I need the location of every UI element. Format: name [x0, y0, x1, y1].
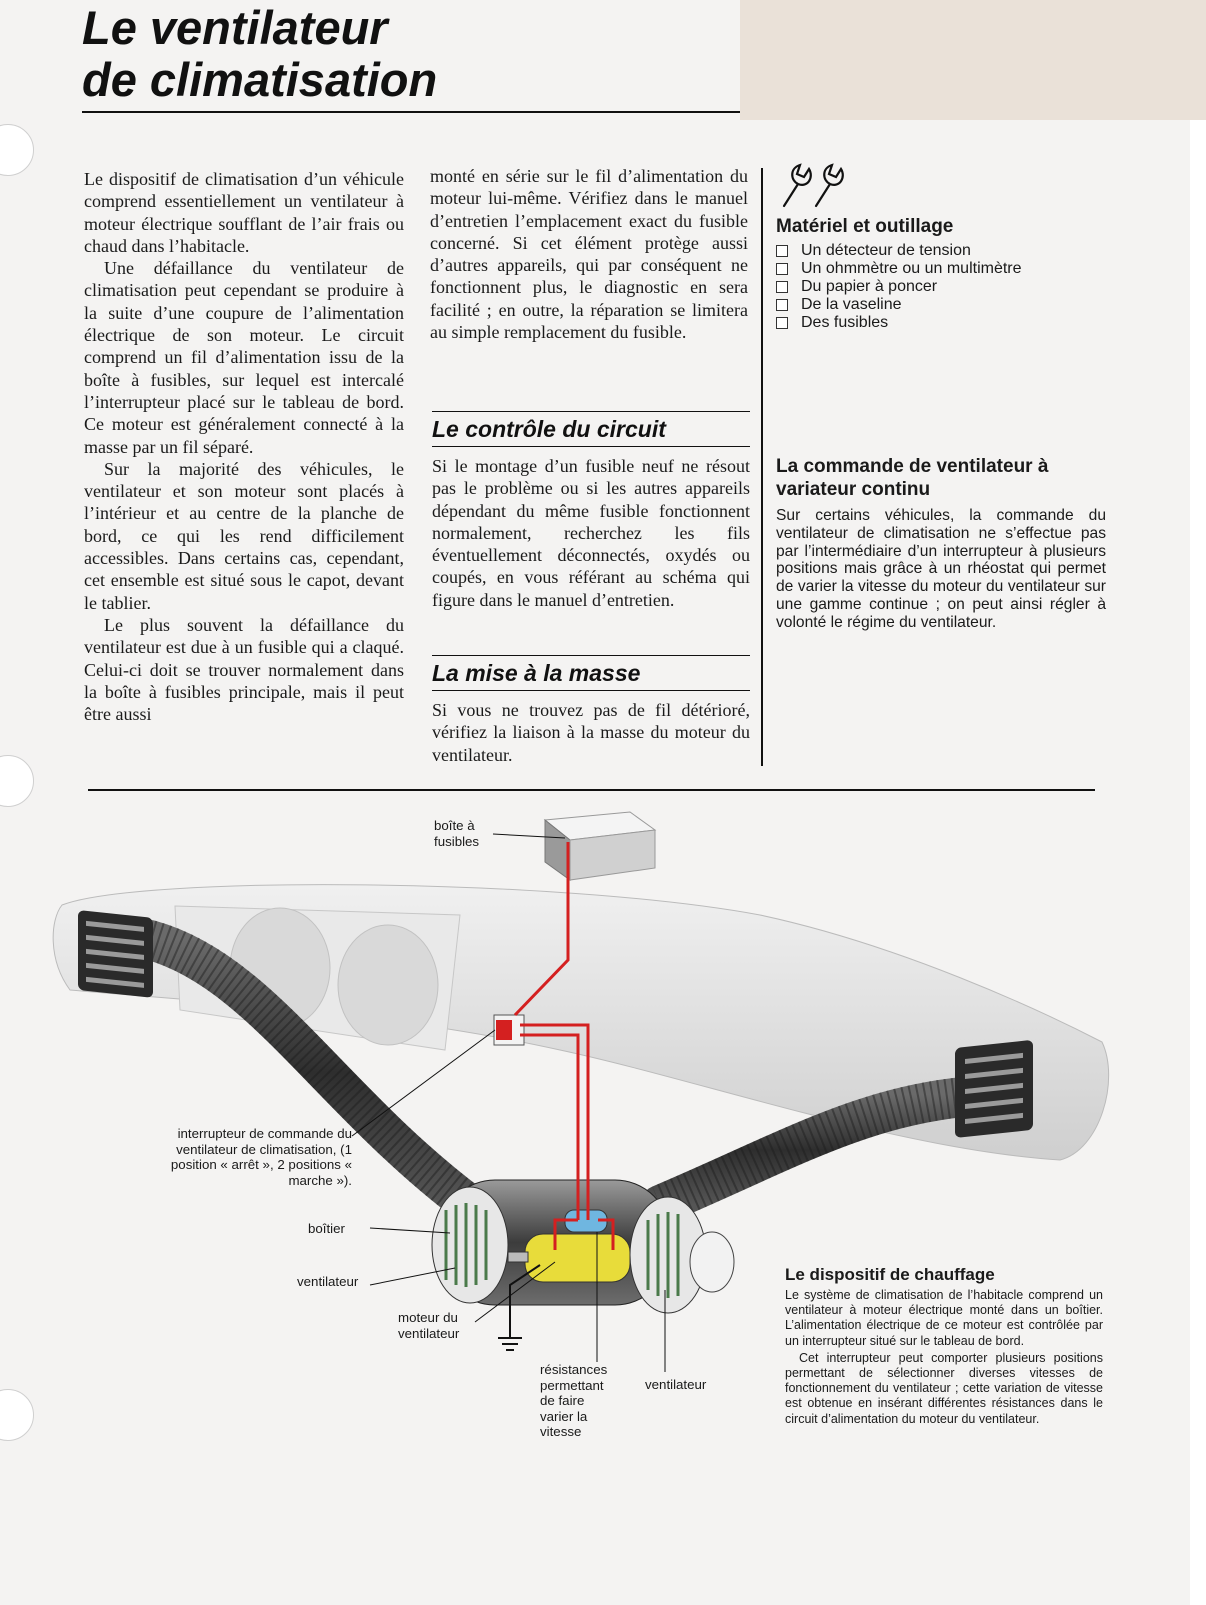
title-line-2: de climatisation — [82, 53, 438, 106]
fuse-box — [545, 812, 655, 880]
checkbox-icon — [776, 299, 788, 311]
checkbox-icon — [776, 263, 788, 275]
fan-right-hub — [690, 1232, 734, 1292]
list-item-label: Un ohmmètre ou un multimètre — [801, 260, 1022, 277]
tools-panel — [776, 160, 1106, 332]
tools-title: Matériel et outillage — [776, 216, 954, 237]
diagram-caption — [785, 1264, 1103, 1427]
label-resistors: résistances permettant de faire varier la vitesse — [540, 1362, 608, 1439]
label-switch: interrupteur de commande du ventilateur de climatisation, (1 position « arrêt », 2 positions « marche »). — [170, 1126, 352, 1188]
label-housing: boîtier — [308, 1221, 345, 1236]
fan-left-drum — [432, 1187, 508, 1303]
paragraph: Le dispositif de climatisation d’un véhicule comprend essentiellement un ventilateur à moteur électrique soufflant de l’air frais ou chaud dans l’habitacle. — [84, 169, 404, 256]
list-item — [776, 242, 1106, 260]
page-title — [82, 2, 437, 106]
paragraph: Si le montage d’un fusible neuf ne résout pas le problème ou si les autres appareils dépendant du même fusible fonctionnent normalement, recherchez les fils éventuellement déconnectés, oxydés ou coupés, en vous référant au schéma qui figure dans le manuel d’entretien. — [432, 456, 750, 610]
checkbox-icon — [776, 281, 788, 293]
vent-left — [78, 910, 153, 998]
list-item — [776, 296, 1106, 314]
list-item — [776, 314, 1106, 332]
title-rule — [82, 111, 740, 113]
list-item — [776, 278, 1106, 296]
title-line-1: Le ventilateur — [82, 1, 388, 54]
checkbox-icon — [776, 317, 788, 329]
checkbox-icon — [776, 245, 788, 257]
list-item-label: Un détecteur de tension — [801, 242, 971, 259]
caption-title: Le dispositif de chauffage — [785, 1265, 995, 1284]
label-fan-right: ventilateur — [645, 1377, 707, 1392]
vent-right — [955, 1040, 1033, 1138]
variator-panel — [776, 455, 1106, 632]
diagram-rule — [88, 789, 1095, 791]
label-fusebox: boîte à fusibles — [434, 818, 480, 849]
switch-red — [496, 1020, 512, 1040]
text-column-1 — [84, 168, 404, 725]
section-title-masse: La mise à la masse — [432, 655, 750, 691]
paragraph: Sur la majorité des véhicules, le ventilateur et son moteur sont placés à l’intérieur et au centre de la planche de bord, ce qui les rend difficilement accessibles. Dans certains cas, cependant, cet ensemble est situé sous le capot, devant le tablier. — [84, 458, 404, 613]
variator-text: Sur certains véhicules, la commande du ventilateur de climatisation ne s’effectue pas par l’intermédiaire d’un interrupteur à plusieurs positions mais grâce à un rhéostat qui permet de varier la vitesse du moteur du ventilateur sur une gamme continue ; on peut ainsi régler à volonté le régime du ventilateur. — [776, 507, 1106, 631]
motor-shaft — [508, 1252, 528, 1262]
section-text-circuit — [432, 455, 750, 611]
caption-paragraph: Cet interrupteur peut comporter plusieurs positions permettant de sélectionner diverses vitesses de fonctionnement du ventilateur ; cette variation de vitesse est obtenue en insérant différentes résistances dans le circuit d’alimentation du moteur du ventilateur. — [785, 1350, 1103, 1426]
wrenches-icon — [776, 160, 866, 210]
tools-list — [776, 242, 1106, 332]
label-motor: moteur du ventilateur — [398, 1310, 460, 1341]
gauge-right — [338, 925, 438, 1045]
paragraph: monté en série sur le fil d’alimentation du moteur lui-même. Vérifiez dans le manuel d’entretien l’emplacement exact du fusible concerné. Si cet élément protège aussi d’autres appareils, qui par conséquent ne fonctionnent plus, le diagnostic en sera facilité ; en outre, la réparation se limitera au simple remplacement du fusible. — [430, 166, 748, 343]
label-fan-left: ventilateur — [297, 1274, 359, 1289]
paragraph: Une défaillance du ventilateur de climatisation peut cependant se produire à la suite d’une coupure de l’alimentation électrique de son moteur. Le circuit comprend un fil d’alimentation issu de la boîte à fusibles, sur lequel est intercalé l’interrupteur placé sur le tableau de bord. Ce moteur est généralement connecté à la masse par un fil séparé. — [84, 258, 404, 457]
list-item-label: De la vaseline — [801, 296, 902, 313]
paragraph: Le plus souvent la défaillance du ventilateur est due à un fusible qui a claqué. Celui-ci doit se trouver normalement dans la boîte à fusibles principale, mais il peut être aussi — [84, 614, 404, 725]
paragraph: Si vous ne trouvez pas de fil détérioré, vérifiez la liaison à la masse du moteur du ventilateur. — [432, 700, 750, 765]
list-item — [776, 260, 1106, 278]
variator-title: La commande de ventilateur à variateur continu — [776, 456, 1049, 500]
list-item-label: Du papier à poncer — [801, 278, 938, 295]
paper-edge — [740, 0, 1206, 120]
section-title-circuit: Le contrôle du circuit — [432, 411, 750, 447]
text-column-2 — [430, 165, 748, 343]
caption-paragraph: Le système de climatisation de l’habitacle comprend un ventilateur à moteur électrique monté dans un boîtier. L’alimentation électrique de ce moteur est contrôlée par un interrupteur situé sur le tableau de bord. — [785, 1288, 1103, 1348]
list-item-label: Des fusibles — [801, 314, 889, 331]
section-text-masse — [432, 699, 750, 766]
column-divider — [761, 168, 763, 766]
